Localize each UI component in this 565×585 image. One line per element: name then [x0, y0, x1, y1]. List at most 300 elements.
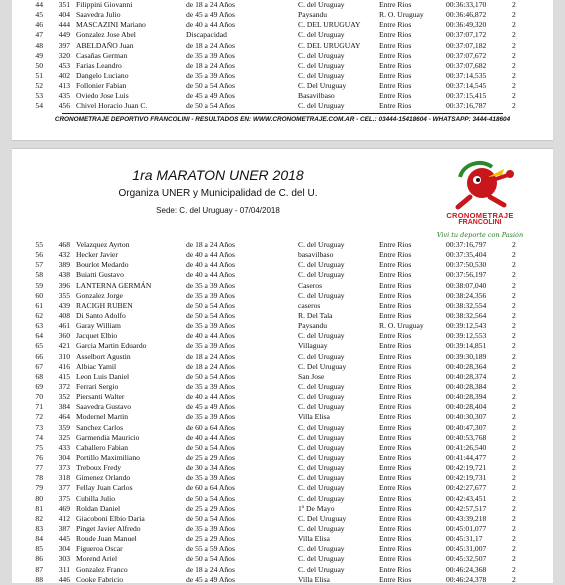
- runner-name-cell: Cubilla Julio: [76, 493, 116, 503]
- province-cell: Entre Rios: [379, 523, 412, 533]
- position-cell: 88: [35, 574, 43, 584]
- city-cell: C. del Uruguay: [298, 442, 345, 452]
- position-cell: 55: [35, 240, 43, 249]
- province-cell: Entre Rios: [379, 574, 412, 584]
- finish-time-cell: 00:38:07,040: [446, 280, 487, 290]
- category-cell: Discapacidad: [186, 30, 227, 40]
- runner-name-cell: Garmendia Mauricio: [76, 432, 140, 442]
- runner-name-cell: Bourlot Medardo: [76, 260, 129, 270]
- province-cell: Entre Rios: [379, 331, 412, 341]
- bib-cell: 359: [58, 422, 70, 432]
- finish-time-cell: 00:40:28,364: [446, 361, 487, 371]
- city-cell: C. del Uruguay: [298, 260, 345, 270]
- city-cell: 1º De Mayo: [298, 503, 335, 513]
- category-cell: de 18 a 24 Años: [186, 0, 235, 9]
- city-cell: Villa Elisa: [298, 412, 330, 422]
- runner-name-cell: Morend Ariel: [76, 554, 118, 564]
- province-cell: Entre Rios: [379, 300, 412, 310]
- laps-cell: 2: [512, 493, 516, 503]
- finish-time-cell: 00:45:32,507: [446, 554, 487, 564]
- position-cell: 80: [35, 493, 43, 503]
- bib-cell: 372: [58, 381, 70, 391]
- province-cell: Entre Rios: [379, 402, 412, 412]
- runner-name-cell: Gonzalez Jose Abel: [76, 30, 136, 40]
- province-cell: Entre Rios: [379, 91, 412, 101]
- finish-time-cell: 00:36:49,320: [446, 20, 487, 30]
- finish-time-cell: 00:37:07,172: [446, 30, 487, 40]
- bib-cell: 377: [58, 483, 70, 493]
- province-cell: Entre Rios: [379, 392, 412, 402]
- position-cell: 70: [35, 392, 43, 402]
- result-row: [12, 250, 553, 260]
- city-cell: C. del Uruguay: [298, 240, 345, 249]
- runner-name-cell: Treboux Fredy: [76, 463, 122, 473]
- result-row: [12, 51, 553, 61]
- position-cell: 47: [35, 30, 43, 40]
- result-row: [12, 260, 553, 270]
- bib-cell: 352: [58, 392, 70, 402]
- laps-cell: 2: [512, 310, 516, 320]
- category-cell: de 50 a 54 Años: [186, 493, 235, 503]
- city-cell: C. del Uruguay: [298, 432, 345, 442]
- position-cell: 57: [35, 260, 43, 270]
- footer-text: CRONOMETRAJE DEPORTIVO FRANCOLINI - RESULTADOS EN: WWW.CRONOMETRAJE.COM.AR - CEL.: 03444-15418604 - WHATSAPP: 3444-418604: [54, 116, 511, 123]
- result-row: [12, 71, 553, 81]
- bib-cell: 432: [58, 250, 70, 260]
- runner-name-cell: Gimenez Orlando: [76, 473, 131, 483]
- result-row: [12, 101, 553, 111]
- province-cell: Entre Rios: [379, 0, 412, 9]
- province-cell: Entre Rios: [379, 250, 412, 260]
- position-cell: 64: [35, 331, 43, 341]
- position-cell: 69: [35, 381, 43, 391]
- category-cell: de 50 a 54 Años: [186, 310, 235, 320]
- city-cell: C. del Uruguay: [298, 473, 345, 483]
- bib-cell: 456: [58, 101, 70, 111]
- position-cell: 54: [35, 101, 43, 111]
- result-row: [12, 575, 553, 585]
- result-row: [12, 443, 553, 453]
- city-cell: C. Del Uruguay: [298, 361, 347, 371]
- province-cell: Entre Rios: [379, 442, 412, 452]
- city-cell: basavilbaso: [298, 250, 334, 260]
- city-cell: C. del Uruguay: [298, 0, 345, 9]
- position-cell: 73: [35, 422, 43, 432]
- city-cell: Villaguay: [298, 341, 328, 351]
- province-cell: Entre Rios: [379, 412, 412, 422]
- province-cell: Entre Rios: [379, 534, 412, 544]
- category-cell: de 30 a 34 Años: [186, 463, 235, 473]
- position-cell: 76: [35, 452, 43, 462]
- finish-time-cell: 00:40:30,307: [446, 412, 487, 422]
- results-table-top: [12, 0, 553, 112]
- bib-cell: 387: [58, 523, 70, 533]
- result-row: [12, 392, 553, 402]
- position-cell: 53: [35, 91, 43, 101]
- province-cell: Entre Rios: [379, 432, 412, 442]
- city-cell: C. del Uruguay: [298, 270, 345, 280]
- finish-time-cell: 00:46:24,378: [446, 574, 487, 584]
- province-cell: R. O. Uruguay: [379, 321, 424, 331]
- runner-name-cell: Saavedra Julio: [76, 10, 121, 20]
- city-cell: C. del Uruguay: [298, 544, 345, 554]
- finish-time-cell: 00:37:15,415: [446, 91, 487, 101]
- finish-time-cell: 00:42:27,677: [446, 483, 487, 493]
- category-cell: de 50 a 54 Años: [186, 300, 235, 310]
- result-row: [12, 473, 553, 483]
- laps-cell: 2: [512, 452, 516, 462]
- result-row: [12, 463, 553, 473]
- laps-cell: 2: [512, 371, 516, 381]
- bib-cell: 453: [58, 60, 70, 70]
- laps-cell: 2: [512, 341, 516, 351]
- bib-cell: 304: [58, 544, 70, 554]
- bib-cell: 468: [58, 240, 70, 249]
- runner-name-cell: Giacoboni Elbio Daria: [76, 513, 145, 523]
- finish-time-cell: 00:37:14,545: [446, 81, 487, 91]
- runner-name-cell: LANTERNA GERMÁN: [76, 280, 152, 290]
- result-row: [12, 554, 553, 564]
- position-cell: 50: [35, 60, 43, 70]
- finish-time-cell: 00:45:01,077: [446, 523, 487, 533]
- runner-name-cell: RACIGH RUBEN: [76, 300, 133, 310]
- laps-cell: 2: [512, 321, 516, 331]
- category-cell: de 25 a 29 Años: [186, 452, 235, 462]
- city-cell: Basavilbaso: [298, 91, 335, 101]
- laps-cell: 2: [512, 351, 516, 361]
- category-cell: de 18 a 24 Años: [186, 564, 235, 574]
- position-cell: 51: [35, 70, 43, 80]
- position-cell: 71: [35, 402, 43, 412]
- runner-name-cell: Caballero Fabian: [76, 442, 129, 452]
- position-cell: 87: [35, 564, 43, 574]
- city-cell: C. del Uruguay: [298, 101, 345, 111]
- bib-cell: 449: [58, 30, 70, 40]
- city-cell: Caseros: [298, 280, 323, 290]
- bib-cell: 304: [58, 452, 70, 462]
- category-cell: de 35 a 39 Años: [186, 321, 235, 331]
- runner-name-cell: Saavedra Gustavo: [76, 402, 132, 412]
- bib-cell: 444: [58, 20, 70, 30]
- bib-cell: 310: [58, 351, 70, 361]
- city-cell: C. Del Uruguay: [298, 81, 347, 91]
- bib-cell: 433: [58, 442, 70, 452]
- finish-time-cell: 00:37:07,182: [446, 40, 487, 50]
- city-cell: Paysandu: [298, 321, 328, 331]
- province-cell: Entre Rios: [379, 361, 412, 371]
- result-row: [12, 270, 553, 280]
- city-cell: C. Del Uruguay: [298, 513, 347, 523]
- finish-time-cell: 00:43:39,218: [446, 513, 487, 523]
- province-cell: Entre Rios: [379, 503, 412, 513]
- runner-name-cell: Albiac Yamil: [76, 361, 117, 371]
- logo-brand-line1: CRONOMETRAJE: [446, 211, 514, 220]
- runner-name-cell: Sanchez Carlos: [76, 422, 124, 432]
- category-cell: de 40 a 44 Años: [186, 392, 235, 402]
- logo-brand-line2: FRANCOLINI: [458, 219, 502, 226]
- category-cell: de 40 a 44 Años: [186, 250, 235, 260]
- city-cell: C. del Uruguay: [298, 483, 345, 493]
- result-row: [12, 453, 553, 463]
- finish-time-cell: 00:41:26,540: [446, 442, 487, 452]
- bib-cell: 375: [58, 493, 70, 503]
- category-cell: de 35 a 39 Años: [186, 412, 235, 422]
- category-cell: de 50 a 54 Años: [186, 513, 235, 523]
- finish-time-cell: 00:37:16,797: [446, 240, 487, 249]
- finish-time-cell: 00:42:43,451: [446, 493, 487, 503]
- laps-cell: 2: [512, 30, 516, 40]
- position-cell: 46: [35, 20, 43, 30]
- result-row: [12, 372, 553, 382]
- result-row: [12, 281, 553, 291]
- result-row: [12, 534, 553, 544]
- runner-name-cell: Roldan Daniel: [76, 503, 121, 513]
- laps-cell: 2: [512, 20, 516, 30]
- laps-cell: 2: [512, 534, 516, 544]
- position-cell: 49: [35, 50, 43, 60]
- province-cell: Entre Rios: [379, 452, 412, 462]
- finish-time-cell: 00:39:14,851: [446, 341, 487, 351]
- finish-time-cell: 00:37:35,404: [446, 250, 487, 260]
- runner-name-cell: Roude Juan Manuel: [76, 534, 137, 544]
- city-cell: C. del Uruguay: [298, 70, 345, 80]
- laps-cell: 2: [512, 280, 516, 290]
- result-row: [12, 524, 553, 534]
- runner-name-cell: Oviedo Jose Luis: [76, 91, 129, 101]
- runner-name-cell: Piersanti Walter: [76, 392, 125, 402]
- province-cell: R. O. Uruguay: [379, 10, 424, 20]
- position-cell: 86: [35, 554, 43, 564]
- position-cell: 63: [35, 321, 43, 331]
- province-cell: Entre Rios: [379, 60, 412, 70]
- province-cell: Entre Rios: [379, 290, 412, 300]
- finish-time-cell: 00:42:19,721: [446, 463, 487, 473]
- laps-cell: 2: [512, 422, 516, 432]
- finish-time-cell: 00:36:33,170: [446, 0, 487, 9]
- result-row: [12, 0, 553, 10]
- runner-name-cell: Hecker Javier: [76, 250, 118, 260]
- laps-cell: 2: [512, 290, 516, 300]
- result-row: [12, 544, 553, 554]
- result-row: [12, 311, 553, 321]
- category-cell: de 50 a 54 Años: [186, 442, 235, 452]
- city-cell: C. del Uruguay: [298, 60, 345, 70]
- bib-cell: 435: [58, 91, 70, 101]
- category-cell: de 40 a 44 Años: [186, 270, 235, 280]
- position-cell: 84: [35, 534, 43, 544]
- bib-cell: 318: [58, 473, 70, 483]
- category-cell: de 18 a 24 Años: [186, 40, 235, 50]
- position-cell: 66: [35, 351, 43, 361]
- category-cell: de 18 a 24 Años: [186, 361, 235, 371]
- runner-name-cell: Buiatti Gustavo: [76, 270, 124, 280]
- finish-time-cell: 00:37:50,530: [446, 260, 487, 270]
- runner-name-cell: Filippini Giovanni: [76, 0, 133, 9]
- laps-cell: 2: [512, 300, 516, 310]
- runner-name-cell: Follonier Fabian: [76, 81, 127, 91]
- result-row: [12, 61, 553, 71]
- result-row: [12, 362, 553, 372]
- results-table-bottom: [12, 240, 553, 585]
- result-row: [12, 30, 553, 40]
- laps-cell: 2: [512, 50, 516, 60]
- finish-time-cell: 00:37:07,682: [446, 60, 487, 70]
- runner-name-cell: Farias Leandro: [76, 60, 122, 70]
- province-cell: Entre Rios: [379, 564, 412, 574]
- category-cell: de 18 a 24 Años: [186, 240, 235, 249]
- province-cell: Entre Rios: [379, 493, 412, 503]
- bib-cell: 439: [58, 300, 70, 310]
- laps-cell: 2: [512, 412, 516, 422]
- finish-time-cell: 00:37:07,672: [446, 50, 487, 60]
- city-cell: C. del Uruguay: [298, 30, 345, 40]
- category-cell: de 55 a 59 Años: [186, 544, 235, 554]
- city-cell: Paysandu: [298, 10, 328, 20]
- province-cell: Entre Rios: [379, 422, 412, 432]
- result-row: [12, 20, 553, 30]
- laps-cell: 2: [512, 331, 516, 341]
- laps-cell: 2: [512, 40, 516, 50]
- finish-time-cell: 00:37:56,197: [446, 270, 487, 280]
- runner-name-cell: Asselbort Agustin: [76, 351, 131, 361]
- runner-name-cell: ABELDAÑO Juan: [76, 40, 134, 50]
- city-cell: C. del Uruguay: [298, 402, 345, 412]
- position-cell: 60: [35, 290, 43, 300]
- laps-cell: 2: [512, 250, 516, 260]
- runner-name-cell: MASCAZINI Mariano: [76, 20, 146, 30]
- laps-cell: 2: [512, 523, 516, 533]
- laps-cell: 2: [512, 483, 516, 493]
- result-row: [12, 240, 553, 250]
- result-row: [12, 321, 553, 331]
- category-cell: de 50 a 54 Años: [186, 81, 235, 91]
- position-cell: 59: [35, 280, 43, 290]
- bib-cell: 384: [58, 402, 70, 412]
- position-cell: 74: [35, 432, 43, 442]
- runner-name-cell: Di Santo Adolfo: [76, 310, 126, 320]
- result-row: [12, 483, 553, 493]
- position-cell: 48: [35, 40, 43, 50]
- bib-cell: 445: [58, 534, 70, 544]
- position-cell: 62: [35, 310, 43, 320]
- results-page-bottom: [12, 148, 553, 583]
- city-cell: C. del Uruguay: [298, 50, 345, 60]
- position-cell: 67: [35, 361, 43, 371]
- finish-time-cell: 00:37:16,787: [446, 101, 487, 111]
- position-cell: 77: [35, 463, 43, 473]
- bib-cell: 412: [58, 513, 70, 523]
- city-cell: C. del Uruguay: [298, 331, 345, 341]
- bib-cell: 373: [58, 463, 70, 473]
- laps-cell: 2: [512, 240, 516, 249]
- result-row: [12, 291, 553, 301]
- result-row: [12, 341, 553, 351]
- runner-name-cell: Fellay Juan Carlos: [76, 483, 133, 493]
- city-cell: C. del Uruguay: [298, 351, 345, 361]
- finish-time-cell: 00:39:12,553: [446, 331, 487, 341]
- category-cell: de 40 a 44 Años: [186, 260, 235, 270]
- province-cell: Entre Rios: [379, 280, 412, 290]
- province-cell: Entre Rios: [379, 473, 412, 483]
- laps-cell: 2: [512, 574, 516, 584]
- category-cell: de 60 a 64 Años: [186, 422, 235, 432]
- finish-time-cell: 00:39:30,189: [446, 351, 487, 361]
- category-cell: de 45 a 49 Años: [186, 574, 235, 584]
- runner-name-cell: Casañas German: [76, 50, 128, 60]
- position-cell: 68: [35, 371, 43, 381]
- result-row: [12, 514, 553, 524]
- laps-cell: 2: [512, 392, 516, 402]
- category-cell: de 60 a 64 Años: [186, 483, 235, 493]
- results-page-top: [12, 0, 553, 141]
- finish-time-cell: 00:40:28,404: [446, 402, 487, 412]
- runner-name-cell: Garay William: [76, 321, 121, 331]
- laps-cell: 2: [512, 513, 516, 523]
- bib-cell: 360: [58, 331, 70, 341]
- province-cell: Entre Rios: [379, 463, 412, 473]
- bib-cell: 464: [58, 412, 70, 422]
- position-cell: 78: [35, 473, 43, 483]
- province-cell: Entre Rios: [379, 240, 412, 249]
- laps-cell: 2: [512, 503, 516, 513]
- laps-cell: 2: [512, 381, 516, 391]
- category-cell: de 35 a 39 Años: [186, 473, 235, 483]
- finish-time-cell: 00:45:31,007: [446, 544, 487, 554]
- position-cell: 81: [35, 503, 43, 513]
- position-cell: 58: [35, 270, 43, 280]
- category-cell: de 35 a 39 Años: [186, 381, 235, 391]
- position-cell: 79: [35, 483, 43, 493]
- venue-date-line: Sede: C. del Uruguay - 07/04/2018: [156, 206, 280, 215]
- province-cell: Entre Rios: [379, 270, 412, 280]
- city-cell: C. del Uruguay: [298, 422, 345, 432]
- bib-cell: 415: [58, 371, 70, 381]
- bib-cell: 389: [58, 260, 70, 270]
- result-row: [12, 10, 553, 20]
- province-cell: Entre Rios: [379, 40, 412, 50]
- laps-cell: 2: [512, 432, 516, 442]
- position-cell: 56: [35, 250, 43, 260]
- laps-cell: 2: [512, 10, 516, 20]
- city-cell: caseros: [298, 300, 321, 310]
- city-cell: C. del Uruguay: [298, 493, 345, 503]
- city-cell: C. DEL URUGUAY: [298, 40, 361, 50]
- finish-time-cell: 00:37:14,535: [446, 70, 487, 80]
- runner-name-cell: Modernel Martin: [76, 412, 129, 422]
- laps-cell: 2: [512, 473, 516, 483]
- city-cell: C. del Uruguay: [298, 452, 345, 462]
- finish-time-cell: 00:40:28,394: [446, 392, 487, 402]
- category-cell: de 50 a 54 Años: [186, 371, 235, 381]
- province-cell: Entre Rios: [379, 20, 412, 30]
- bib-cell: 397: [58, 40, 70, 50]
- category-cell: de 40 a 44 Años: [186, 432, 235, 442]
- category-cell: de 35 a 39 Años: [186, 280, 235, 290]
- category-cell: de 25 a 29 Años: [186, 534, 235, 544]
- city-cell: C. del Uruguay: [298, 463, 345, 473]
- laps-cell: 2: [512, 402, 516, 412]
- finish-time-cell: 00:42:57,517: [446, 503, 487, 513]
- category-cell: de 35 a 39 Años: [186, 50, 235, 60]
- result-row: [12, 494, 553, 504]
- city-cell: C. del Uruguay: [298, 523, 345, 533]
- category-cell: de 35 a 39 Años: [186, 290, 235, 300]
- race-title: 1ra MARATON UNER 2018: [132, 167, 304, 183]
- logo-tagline: Vivi tu deporte con Pasión: [436, 231, 524, 239]
- laps-cell: 2: [512, 361, 516, 371]
- runner-name-cell: Dangelo Luciano: [76, 70, 129, 80]
- finish-time-cell: 00:36:46,872: [446, 10, 487, 20]
